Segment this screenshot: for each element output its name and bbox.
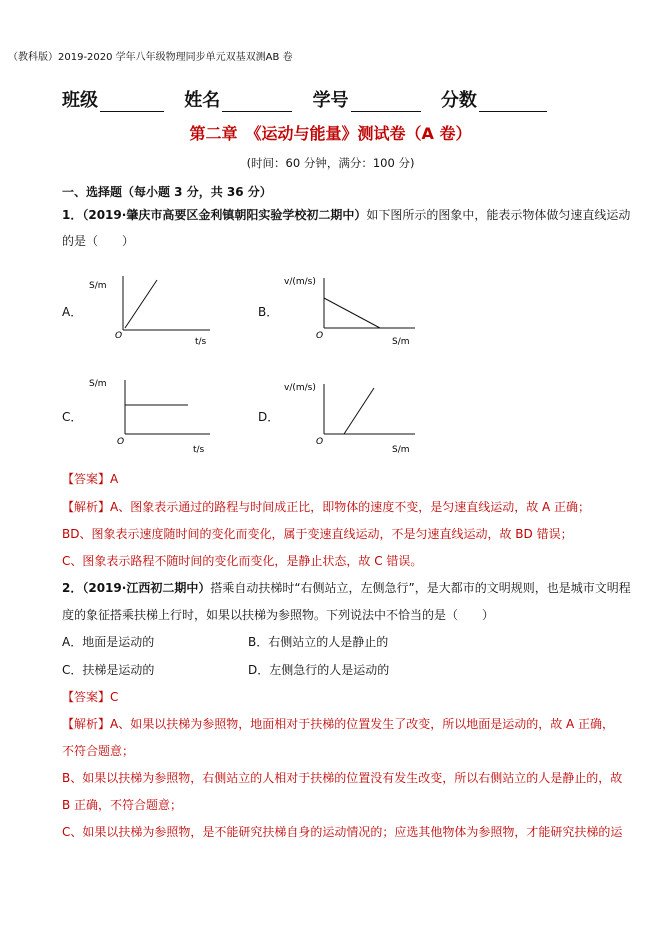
q2-stem-line2: 度的象征搭乘扶梯上行时，如果以扶梯为参照物。下列说法中不恰当的是（ ）	[62, 608, 495, 622]
graph-a-origin: O	[115, 331, 123, 341]
q2-option-d: D．左侧急行的人是运动的	[248, 663, 390, 677]
q1-stem-line2: 的是（ ）	[62, 234, 135, 248]
q1-option-b-letter: B．	[258, 305, 279, 319]
q1-graph-b	[280, 268, 420, 348]
student-info-row	[62, 86, 547, 112]
class-label: 班级	[62, 90, 98, 111]
graph-d-origin: O	[316, 437, 324, 447]
q1-graph-c	[85, 372, 215, 456]
graph-b-line	[324, 298, 380, 328]
q1-graph-a	[85, 268, 215, 348]
graph-d-line	[344, 388, 374, 434]
score-label: 分数	[440, 90, 477, 111]
q2-option-b: B．右侧站立的人是静止的	[248, 635, 389, 649]
q2-analysis-line1: 【解析】A、如果以扶梯为参照物，地面相对于扶梯的位置发生了改变，所以地面是运动的，故 A 正确，	[62, 717, 615, 731]
q1-stem-text: 如下图所示的图象中，能表示物体做匀速直线运动	[366, 208, 631, 222]
q1-analysis-line1: 【解析】A、图象表示通过的路程与时间成正比，即物体的速度不变，是匀速直线运动，故 A 正确；	[62, 500, 591, 514]
number-blank	[351, 93, 421, 112]
q1-analysis-line3: C、图象表示路程不随时间的变化而变化，是静止状态，故 C 错误。	[62, 554, 423, 568]
score-blank	[479, 93, 547, 112]
q2-analysis-line5: C、如果以扶梯为参照物，是不能研究扶梯自身的运动情况的；应选其他物体为参照物，才能研究扶梯的运	[62, 825, 623, 839]
graph-a-ylabel: S/m	[89, 281, 107, 291]
number-label: 学号	[312, 90, 349, 111]
page-subtitle: (时间：60 分钟，满分：100 分)	[246, 156, 415, 170]
q1-option-c-letter: C．	[62, 410, 83, 424]
q2-analysis-line2: 不符合题意；	[62, 744, 135, 758]
graph-c-ylabel: S/m	[89, 379, 107, 389]
q1-analysis-line2: BD、图象表示速度随时间的变化而变化，属于变速直线运动，不是匀速直线运动，故 BD 错误；	[62, 527, 573, 541]
graph-a-line	[125, 280, 157, 328]
q1-number: 1．	[62, 208, 83, 222]
q1-option-d-letter: D．	[258, 410, 280, 424]
graph-d-xlabel: S/m	[392, 445, 410, 455]
graph-c-origin: O	[117, 437, 125, 447]
graph-a-xlabel: t/s	[195, 337, 207, 347]
header-note: （教科版）2019-2020 学年八年级物理同步单元双基双测AB 卷	[8, 52, 293, 63]
name-label: 姓名	[184, 90, 221, 111]
q2-option-a: A．地面是运动的	[62, 635, 155, 649]
q1-graph-d	[280, 372, 420, 456]
graph-b-xlabel: S/m	[392, 337, 410, 347]
page-title: 第二章 《运动与能量》测试卷（A 卷）	[189, 124, 472, 143]
q2-analysis-line4: B 正确，不符合题意；	[62, 798, 183, 812]
q2-stem-line1	[62, 575, 631, 601]
q1-stem-line1	[62, 202, 630, 228]
graph-b-ylabel: v/(m/s)	[284, 277, 316, 287]
q2-stem-text: 搭乘自动扶梯时“右侧站立，左侧急行”，是大都市的文明规则，也是城市文明程	[210, 581, 631, 595]
graph-b-origin: O	[316, 331, 324, 341]
name-blank	[222, 93, 292, 112]
class-blank	[100, 93, 164, 112]
q2-source: （2019·江西初二期中）	[82, 581, 211, 595]
q2-answer: 【答案】C	[62, 690, 119, 704]
q1-option-a-letter: A．	[62, 305, 83, 319]
q2-analysis-line3: B、如果以扶梯为参照物，右侧站立的人相对于扶梯的位置没有发生改变，所以右侧站立的人是静止的，故	[62, 771, 623, 785]
q2-number: 2．	[62, 581, 83, 595]
q1-source: （2019·肇庆市高要区金利镇朝阳实验学校初二期中）	[82, 208, 367, 222]
q1-answer: 【答案】A	[62, 472, 119, 486]
graph-c-xlabel: t/s	[193, 445, 205, 455]
q2-option-c: C．扶梯是运动的	[62, 663, 155, 677]
graph-d-ylabel: v/(m/s)	[284, 383, 316, 393]
section-heading: 一、选择题（每小题 3 分，共 36 分）	[62, 185, 272, 199]
